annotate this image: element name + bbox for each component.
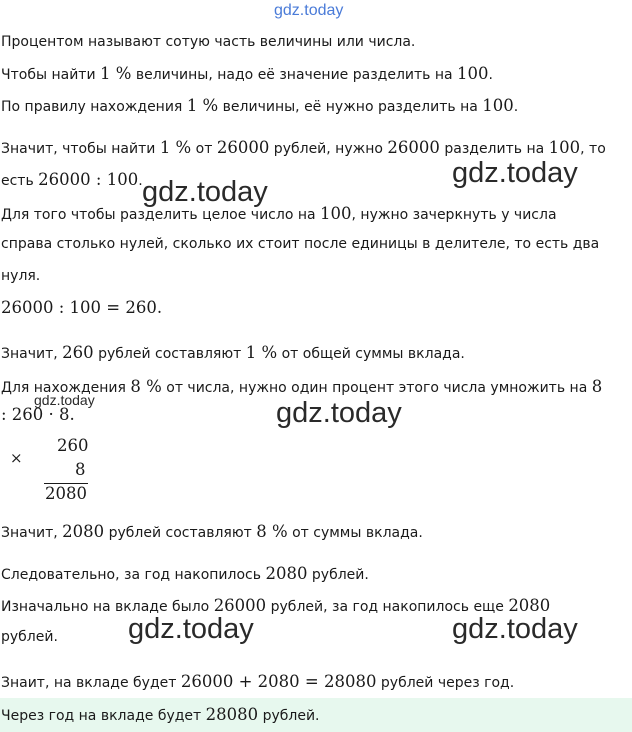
text-line-11: Для нахождения 8 % от числа, нужно один процент этого числа умножить на 8 — [1, 377, 603, 396]
text-line-16: рублей. — [1, 629, 58, 645]
watermark: gdz.today — [34, 392, 95, 408]
text-line-3: По правилу нахождения 1 % величины, её нужно разделить на 100. — [1, 96, 519, 115]
text-line-10: Значит, 260 рублей составляют 1 % от общей суммы вклада. — [1, 343, 465, 362]
text-line-1: Процентом называют сотую часть величины или числа. — [1, 34, 416, 50]
text-line-4: Значит, чтобы найти 1 % от 26000 рублей, нужно 26000 разделить на 100, то — [1, 138, 606, 157]
text-line-14: Следовательно, за год накопилось 2080 рублей. — [1, 564, 369, 583]
multiply-result: 2080 — [45, 484, 87, 503]
watermark: gdz.today — [276, 397, 402, 429]
text-line-2: Чтобы найти 1 % величины, надо её значение разделить на 100. — [1, 64, 493, 83]
watermark: gdz.today — [452, 613, 578, 645]
text-line-6: Для того чтобы разделить целое число на 100, нужно зачеркнуть у числа — [1, 204, 557, 223]
watermark: gdz.today — [142, 176, 268, 208]
text-line-13: Значит, 2080 рублей составляют 8 % от суммы вклада. — [1, 522, 423, 541]
watermark-top: gdz.today — [274, 2, 344, 19]
watermark: gdz.today — [128, 613, 254, 645]
math-line-division: 26000 : 100 = 260. — [1, 298, 163, 317]
multiply-sign: × — [10, 449, 23, 467]
multiply-top-number: 260 — [57, 436, 89, 455]
text-line-17: Знаит, на вкладе будет 26000 + 2080 = 28080 рублей через год. — [1, 672, 515, 691]
text-line-7: справа столько нулей, сколько их стоит после единицы в делителе, то есть два — [1, 236, 600, 252]
text-line-15: Изначально на вкладе было 26000 рублей, за год накопилось еще 2080 — [1, 596, 551, 615]
math-line-multiplication: : 260 · 8. — [1, 405, 75, 424]
text-line-8: нуля. — [1, 268, 41, 284]
multiply-factor: 8 — [75, 460, 86, 479]
text-line-5: есть 26000 : 100. — [1, 170, 143, 189]
watermark: gdz.today — [452, 157, 578, 189]
final-answer: Через год на вкладе будет 28080 рублей. — [1, 705, 320, 724]
